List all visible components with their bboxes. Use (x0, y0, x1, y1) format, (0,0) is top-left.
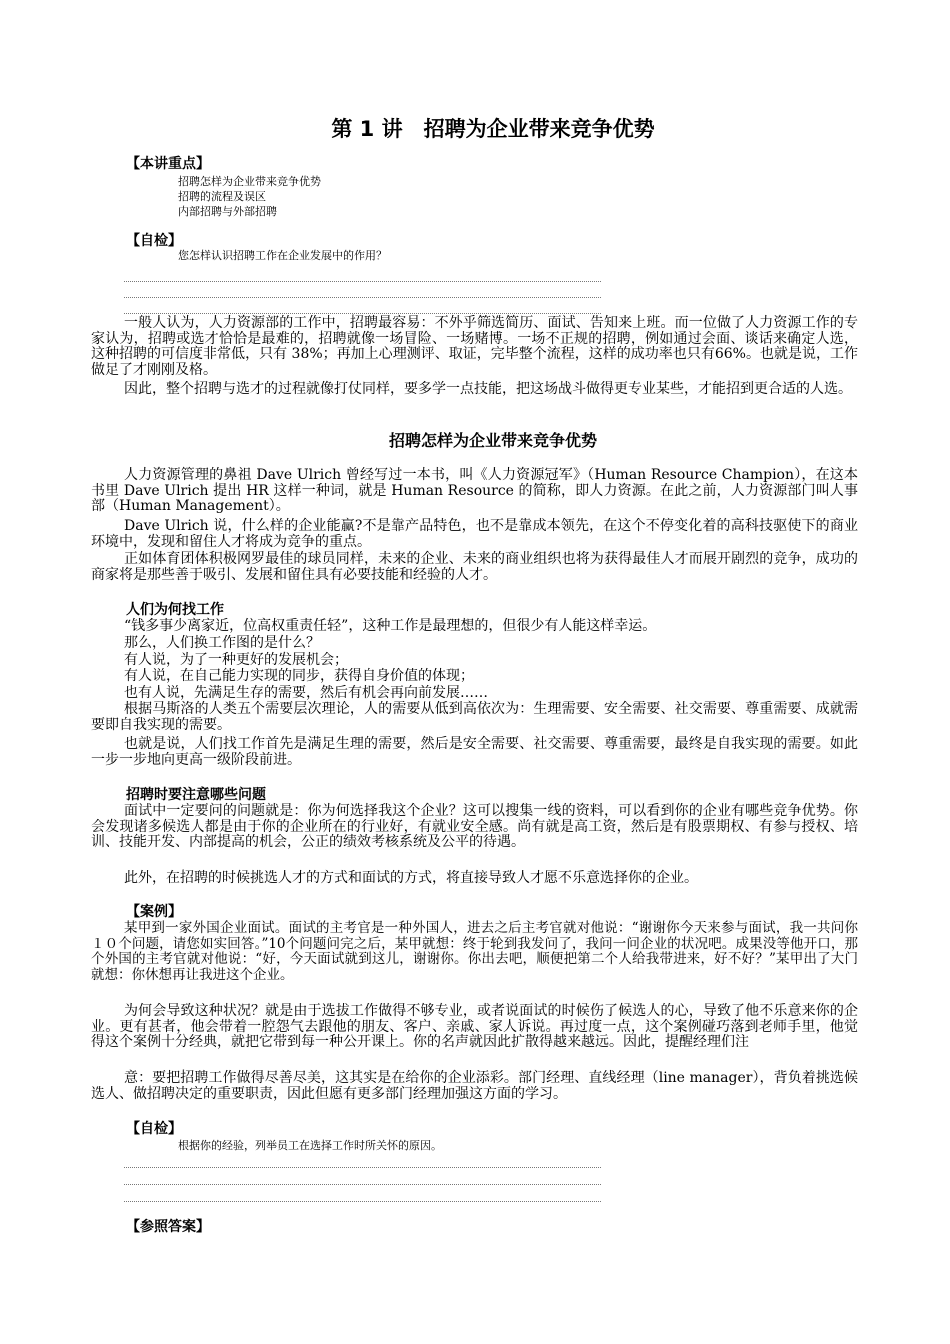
text-line: 有人说，在自己能力实现的同步，获得自身价值的体现； (124, 668, 474, 684)
selfcheck-label: 【自检】 (126, 233, 182, 249)
case-label: 【案例】 (126, 904, 182, 920)
focus-list (178, 174, 321, 219)
section-paragraph: 面试中一定要问的问题就是：你为何选择我这个企业？这可以搜集一线的资料，可以看到你的企业有哪些竞争优势。你会发现诸多候选人都是由于你的企业所在的行业好，有就业安全感。尚有就是高工资，然后是有股票期权、有参与授权、培训、技能开发、内部提高的机会，公正的绩效考核系统及公平的待遇。 (91, 803, 858, 850)
section-paragraph: 正如体育团体积极网罗最佳的球员同样，未来的企业、未来的商业组织也将为获得最佳人才而展开剧烈的竞争，成功的商家将是那些善于吸引、发展和留住具有必要技能和经验的人才。 (91, 551, 858, 583)
section-heading: 招聘怎样为企业带来竞争优势 (388, 431, 597, 450)
section-paragraph: 人力资源管理的鼻祖 Dave Ulrich 曾经写过一本书，叫《人力资源冠军》（Human Resource Champion），在这本书里 Dave Ulrich 提出 HR 这样一种词，就是 Human Resource 的简称，即人力资源。在此之前，人力资源部门叫人事部（Human Management）。 (91, 467, 858, 514)
focus-item: 招聘的流程及误区 (178, 190, 266, 203)
text-line: 那么，人们换工作图的是什么？ (124, 635, 320, 651)
section-paragraph: 此外，在招聘的时候挑选人才的方式和面试的方式，将直接导致人才愿不乐意选择你的企业。 (124, 870, 698, 886)
selfcheck-label: 【自检】 (126, 1121, 182, 1137)
focus-item: 内部招聘与外部招聘 (178, 205, 277, 218)
lecture-title: 第 1 讲 招聘为企业带来竞争优势 (331, 117, 655, 141)
answer-line (124, 281, 601, 282)
text-line: 有人说，为了一种更好的发展机会； (124, 652, 348, 668)
subsection-heading: 招聘时要注意哪些问题 (126, 787, 266, 803)
selfcheck-question: 您怎样认识招聘工作在企业发展中的作用？ (178, 249, 387, 262)
section-paragraph: 意：要把招聘工作做得尽善尽美，这其实是在给你的企业添彩。部门经理、直线经理（line manager），背负着挑选候选人、做招聘决定的重要职责，因此但愿有更多部门经理加强这方面的学习。 (91, 1070, 858, 1102)
subsection-heading: 人们为何找工作 (126, 602, 224, 618)
reference-answer-label: 【参照答案】 (126, 1219, 210, 1235)
answer-line (124, 1167, 601, 1168)
section-paragraph: 也就是说，人们找工作首先是满足生理的需要，然后是安全需要、社交需要、尊重需要，最终是自我实现的需要。如此一步一步地向更高一级阶段前进。 (91, 736, 858, 768)
intro-paragraph: 一般人认为，人力资源部的工作中，招聘最容易：不外乎筛选简历、面试、告知来上班。而一位做了人力资源工作的专家认为，招聘或选才恰恰是最难的，招聘就像一场冒险、一场赌博。一场不正规的招聘，例如通过会面、谈话来确定人选，这种招聘的可信度非常低，只有 38%；再加上心理测评、取证，完毕整个流程，这样的成功率也只有66%。也就是说，工作做足了才刚刚及格。 (91, 315, 858, 378)
section-paragraph: 为何会导致这种状况？就是由于选拔工作做得不够专业，或者说面试的时候伤了候选人的心，导致了他不乐意来你的企业。更有甚者，他会带着一腔怨气去跟他的朋友、客户、亲戚、家人诉说。再过度一点，这个案例碰巧落到老师手里，他觉得这个案例十分经典，就把它带到每一种公开课上。你的名声就因此扩散得越来越远。因此，提醒经理们注 (91, 1003, 858, 1050)
case-paragraph: 某甲到一家外国企业面试。面试的主考官是一种外国人，进去之后主考官就对他说：“谢谢你今天来参与面试，我一共问你１０个问题，请您如实回答。”10个问题问完之后，某甲就想：终于轮到我发问了，我问一问企业的状况吧。成果没等他开口，那个外国的主考官就对他说：“好，今天面试就到这儿，谢谢你。你出去吧，顺便把第二个人给我带进来，好不好？”某甲出了大门就想：你休想再让我进这个企业。 (91, 920, 859, 983)
answer-line (124, 313, 601, 314)
answer-line (124, 1184, 601, 1185)
intro-paragraph: 因此，整个招聘与选才的过程就像打仗同样，要多学一点技能，把这场战斗做得更专业某些，才能招到更合适的人选。 (124, 381, 852, 397)
text-line: 也有人说，先满足生存的需要，然后有机会再向前发展…… (124, 685, 488, 701)
answer-line (124, 1201, 601, 1202)
answer-line (124, 297, 601, 298)
focus-label: 【本讲重点】 (126, 156, 210, 172)
section-paragraph: 根据马斯洛的人类五个需要层次理论，人的需要从低到高依次为：生理需要、安全需要、社交需要、尊重需要、成就需要即自我实现的需要。 (91, 701, 858, 733)
text-line: “钱多事少离家近，位高权重责任轻”，这种工作是最理想的，但很少有人能这样幸运。 (124, 618, 657, 634)
section-paragraph: Dave Ulrich 说，什么样的企业能赢?不是靠产品特色，也不是靠成本领先，在这个不停变化着的高科技驱使下的商业环境中，发现和留住人才将成为竞争的重点。 (91, 518, 858, 550)
focus-item: 招聘怎样为企业带来竞争优势 (178, 175, 321, 188)
selfcheck-question: 根据你的经验，列举员工在选择工作时所关怀的原因。 (178, 1139, 442, 1152)
